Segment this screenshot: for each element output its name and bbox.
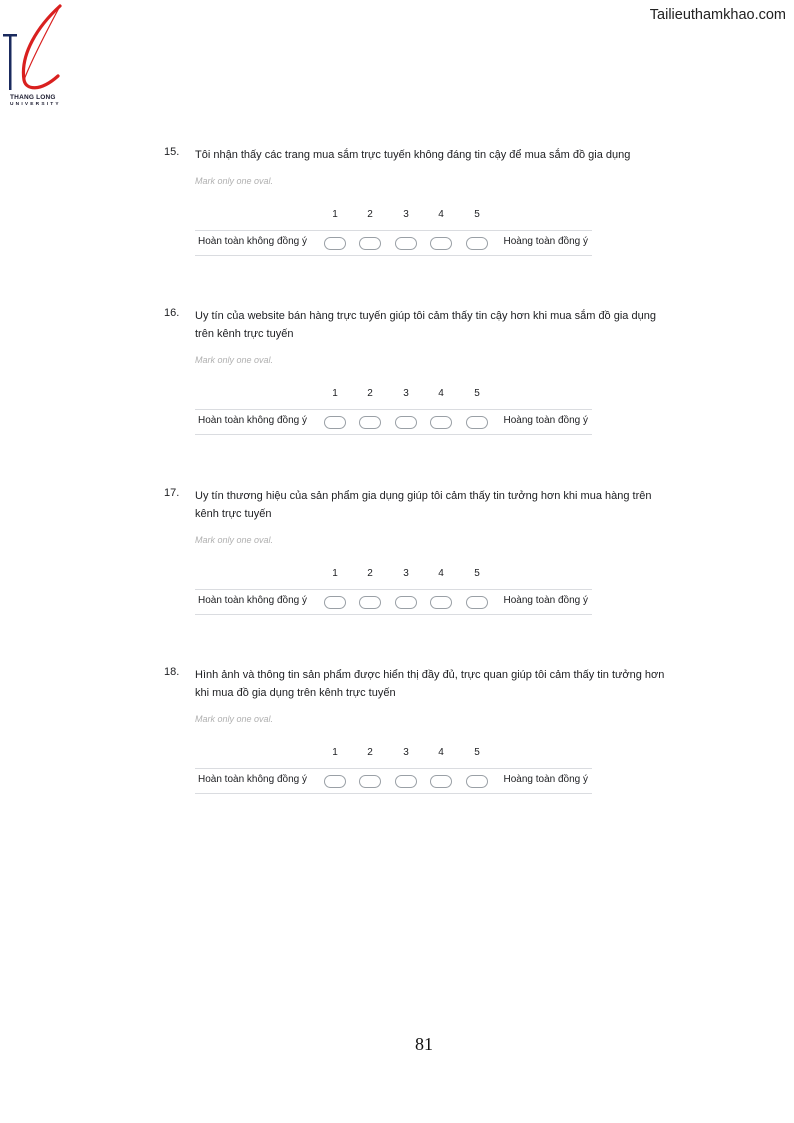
oval-option-3[interactable]: [395, 237, 417, 250]
scale-number: 2: [367, 209, 373, 220]
question-hint: Mark only one oval.: [195, 176, 274, 186]
scale-row: [195, 230, 592, 256]
scale-number: 3: [403, 747, 409, 758]
scale-number: 5: [474, 747, 480, 758]
scale-number: 5: [474, 568, 480, 579]
scale-number: 4: [438, 568, 444, 579]
oval-option-5[interactable]: [466, 416, 488, 429]
scale-number: 1: [332, 747, 338, 758]
oval-option-3[interactable]: [395, 775, 417, 788]
question-hint: Mark only one oval.: [195, 355, 274, 365]
scale-high-label: Hoàng toàn đồng ý: [503, 415, 588, 426]
oval-option-1[interactable]: [324, 775, 346, 788]
scale-number: 2: [367, 747, 373, 758]
scale-high-label: Hoàng toàn đồng ý: [503, 774, 588, 785]
scale-number: 4: [438, 388, 444, 399]
oval-option-2[interactable]: [359, 416, 381, 429]
question-number: 18.: [164, 666, 180, 678]
scale-number: 1: [332, 209, 338, 220]
oval-option-4[interactable]: [430, 416, 452, 429]
watermark-text: Tailieuthamkhao.com: [649, 7, 786, 23]
scale-numbers: [195, 568, 592, 582]
oval-option-2[interactable]: [359, 237, 381, 250]
scale-high-label: Hoàng toàn đồng ý: [503, 595, 588, 606]
oval-option-4[interactable]: [430, 775, 452, 788]
scale-row: [195, 589, 592, 615]
scale-high-label: Hoàng toàn đồng ý: [503, 236, 588, 247]
scale-number: 3: [403, 388, 409, 399]
scale-numbers: [195, 209, 592, 223]
scale-number: 5: [474, 388, 480, 399]
scale-low-label: Hoàn toàn không đồng ý: [198, 595, 307, 606]
scale-number: 3: [403, 209, 409, 220]
question-title: Tôi nhận thấy các trang mua sắm trực tuyến không đáng tin cậy để mua sắm đồ gia dụng: [195, 149, 631, 161]
university-logo: [0, 4, 72, 106]
question-title: Hình ảnh và thông tin sản phẩm được hiển thị đầy đủ, trực quan giúp tôi cảm thấy tin tưởng hơn khi mua đồ gia dụng trên kênh trực tuyến: [195, 669, 665, 699]
question-number: 17.: [164, 487, 180, 499]
oval-option-1[interactable]: [324, 596, 346, 609]
oval-option-5[interactable]: [466, 596, 488, 609]
oval-option-4[interactable]: [430, 596, 452, 609]
oval-option-1[interactable]: [324, 237, 346, 250]
scale-number: 1: [332, 388, 338, 399]
oval-option-5[interactable]: [466, 775, 488, 788]
oval-option-3[interactable]: [395, 416, 417, 429]
scale-number: 1: [332, 568, 338, 579]
page-number: 81: [415, 1034, 433, 1054]
oval-option-2[interactable]: [359, 775, 381, 788]
scale-number: 2: [367, 388, 373, 399]
scale-number: 4: [438, 209, 444, 220]
oval-option-1[interactable]: [324, 416, 346, 429]
scale-number: 4: [438, 747, 444, 758]
oval-option-3[interactable]: [395, 596, 417, 609]
question-number: 16.: [164, 307, 180, 319]
scale-row: [195, 409, 592, 435]
scale-number: 5: [474, 209, 480, 220]
question-hint: Mark only one oval.: [195, 714, 274, 724]
logo-mark-icon: [0, 4, 72, 96]
question-hint: Mark only one oval.: [195, 535, 274, 545]
scale-numbers: [195, 747, 592, 761]
question-number: 15.: [164, 146, 180, 158]
oval-option-5[interactable]: [466, 237, 488, 250]
scale-low-label: Hoàn toàn không đồng ý: [198, 415, 307, 426]
scale-numbers: [195, 388, 592, 402]
oval-option-4[interactable]: [430, 237, 452, 250]
scale-number: 3: [403, 568, 409, 579]
scale-low-label: Hoàn toàn không đồng ý: [198, 774, 307, 785]
question-title: Uy tín của website bán hàng trực tuyến giúp tôi cảm thấy tin cậy hơn khi mua sắm đồ gia dụng trên kênh trực tuyến: [195, 310, 656, 340]
logo-text-line2: UNIVERSITY: [10, 102, 61, 107]
scale-low-label: Hoàn toàn không đồng ý: [198, 236, 307, 247]
oval-option-2[interactable]: [359, 596, 381, 609]
scale-row: [195, 768, 592, 794]
question-title: Uy tín thương hiệu của sản phẩm gia dụng giúp tôi cảm thấy tin tưởng hơn khi mua hàng trên kênh trực tuyến: [195, 490, 652, 520]
logo-text-line1: THANG LONG: [10, 94, 56, 101]
scale-number: 2: [367, 568, 373, 579]
